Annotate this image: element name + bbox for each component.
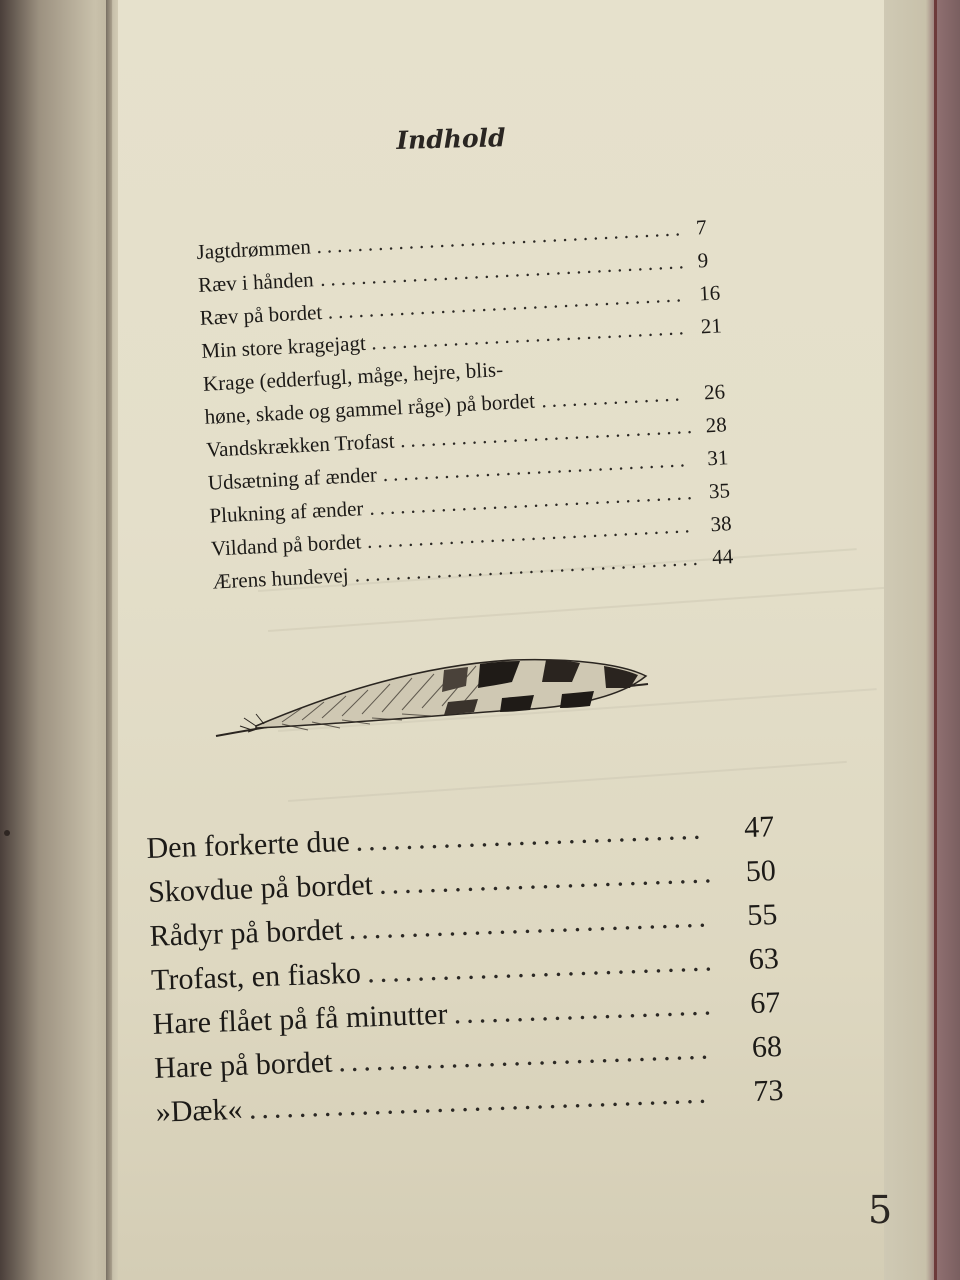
- toc-entry-title: Ræv på bordet: [199, 299, 323, 330]
- toc-entry-title: Plukning af ænder: [208, 496, 364, 528]
- toc-entry-title: Rådyr på bordet: [149, 913, 344, 953]
- toc-leader-dots: ..................................: [353, 545, 704, 587]
- toc-entry-title: Hare flået på få minutter: [152, 997, 448, 1041]
- toc-entry-page: 73: [752, 1073, 784, 1108]
- toc-entry-title: »Dæk«: [155, 1092, 243, 1129]
- page-number: 5: [868, 1188, 893, 1232]
- toc-leader-dots: .....................................: [248, 1076, 712, 1126]
- toc-entry-page: 55: [746, 898, 778, 933]
- toc-entry-page: 28: [705, 412, 728, 438]
- toc-leader-dots: .............................: [399, 413, 698, 453]
- toc-entry-title: Vandskrækken Trofast: [205, 428, 396, 462]
- toc-entry-title: Min store kragejagt: [200, 330, 367, 363]
- toc-entry-title: Skovdue på bordet: [147, 868, 374, 909]
- toc-entry-title: Trofast, en fiasko: [150, 956, 362, 997]
- toc-leader-dots: .....................: [452, 988, 717, 1031]
- toc-leader-dots: ...................................: [327, 282, 687, 324]
- toc-leader-dots: ....................................: [319, 248, 690, 291]
- toc-entry-page: 26: [703, 379, 726, 405]
- toc-leader-dots: ...............................: [370, 315, 690, 355]
- toc-entry-page: 31: [706, 445, 729, 471]
- toc-entry-page: 9: [697, 248, 709, 273]
- toc-entry-page: 67: [749, 985, 781, 1021]
- left-page-edge: [0, 0, 112, 1280]
- toc-entry-title: Vildand på bordet: [210, 529, 362, 561]
- toc-entry-title: Hare på bordet: [153, 1045, 333, 1085]
- toc-entry-title: Udsætning af ænder: [207, 462, 378, 495]
- toc-entry-page: 50: [745, 854, 777, 889]
- toc-entry-title: Ræv i hånden: [197, 267, 315, 297]
- page-speck: [4, 830, 10, 836]
- toc-entry-title: Jagtdrømmen: [196, 234, 312, 264]
- toc-leader-dots: ............................: [366, 944, 718, 990]
- feather-icon: [212, 648, 652, 748]
- toc-entry-page: 16: [698, 280, 721, 306]
- toc-entry-page: 63: [748, 942, 780, 977]
- toc-leader-dots: ...........................: [378, 856, 717, 901]
- show-through-line: [288, 761, 847, 802]
- book-cover-edge: [884, 0, 960, 1280]
- toc-leader-dots: ................................: [368, 479, 698, 520]
- toc-entry-title: Ærens hundevej: [212, 562, 350, 594]
- toc-leader-dots: ....................................: [315, 216, 686, 259]
- toc-entry-page: 68: [751, 1029, 783, 1064]
- toc-leader-dots: ..............................: [382, 447, 691, 487]
- toc-entry-page: 44: [711, 544, 734, 570]
- toc-entry-title: Den forkerte due: [146, 824, 351, 865]
- toc-entry-page: 21: [700, 313, 723, 339]
- toc-entry-page: 47: [743, 810, 775, 845]
- toc-entry-page: 7: [695, 215, 708, 240]
- toc-leader-dots: ..............................: [337, 1032, 714, 1079]
- toc-entry-title: Krage (edderfugl, måge, hejre, blis-: [202, 357, 504, 396]
- toc-leader-dots: ................................: [366, 513, 696, 553]
- toc-leader-dots: ..............: [540, 381, 686, 413]
- toc-entry-title: høne, skade og gammel råge) på bordet: [204, 388, 536, 429]
- toc-leader-dots: .............................: [347, 900, 712, 946]
- page-title: Indhold: [396, 123, 506, 155]
- toc-entry-page: 35: [708, 478, 731, 504]
- toc-entry-page: 38: [709, 511, 733, 537]
- toc-leader-dots: ............................: [354, 812, 706, 858]
